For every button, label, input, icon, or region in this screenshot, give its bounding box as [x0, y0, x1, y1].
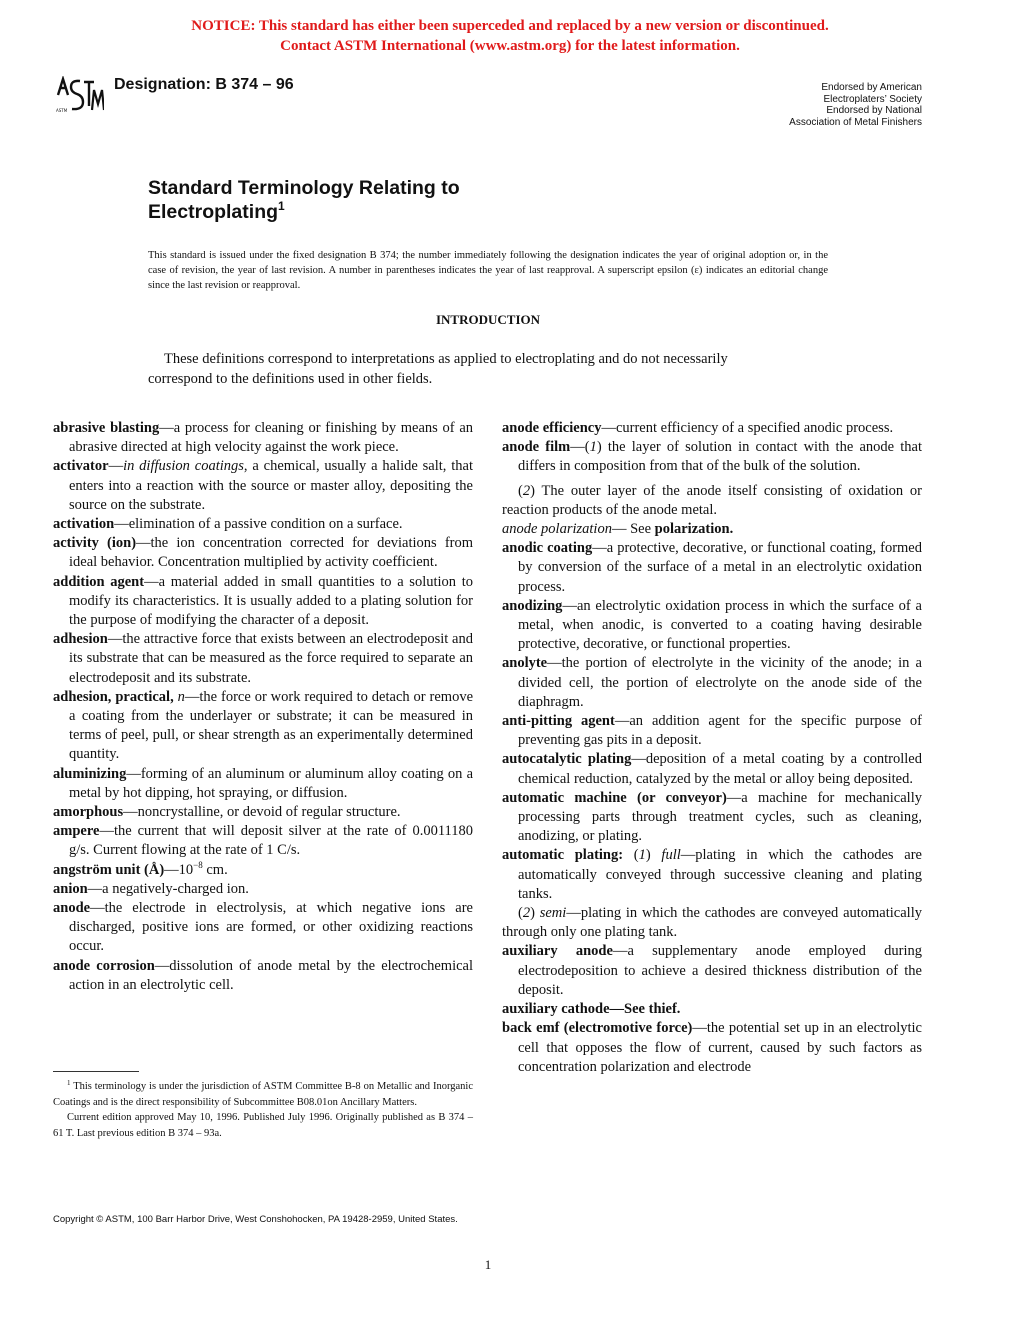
- term-sense-paragraph: (2) semi—plating in which the cathodes are conveyed automatically through only one plating tank.: [502, 905, 922, 941]
- title-line-2: [148, 200, 460, 224]
- term-definition: —the current that will deposit silver at the rate of 0.0011180 g/s. Current flowing at the rate of 1 C/s.: [69, 823, 473, 859]
- term-entry: automatic plating: (1) full—plating in which the cathodes are automatically conveyed through successive cleaning and plating tanks.: [502, 847, 922, 902]
- term-entry: [502, 750, 922, 788]
- term-name: angström unit (Å): [53, 861, 165, 878]
- term-name: back emf (electromotive force): [502, 1020, 693, 1037]
- svg-text:ASTM: ASTM: [56, 108, 68, 113]
- term-definition: —the electrode in electrolysis, at which negative ions are discharged, positive ions are formed, or other oxidizing reactions occur.: [69, 900, 473, 955]
- sense-label: full: [661, 847, 681, 864]
- term-name: auxiliary cathode: [502, 1001, 610, 1018]
- term-definition: —deposition of a metal coating by a controlled chemical reduction, catalyzed by the metal or alloy being deposited.: [518, 751, 922, 787]
- page-number: 1: [484, 1257, 492, 1272]
- term-name: autocatalytic plating: [502, 751, 632, 768]
- title-footnote-mark: 1: [278, 199, 285, 213]
- term-name: automatic machine (or conveyor): [502, 789, 727, 806]
- endorsement-line: Endorsed by American: [821, 82, 922, 93]
- cross-reference: polarization.: [654, 521, 734, 538]
- term-name: automatic plating:: [502, 847, 624, 864]
- footnote-mark: 1: [67, 1079, 71, 1087]
- term-name: anolyte: [502, 655, 548, 672]
- term-exponent: −8: [193, 859, 203, 870]
- endorsement-line: Endorsed by National: [826, 105, 922, 116]
- term-name: activator: [53, 458, 109, 475]
- term-definition: —the ion concentration corrected for deviations from ideal behavior. Concentration multiplied by activity coefficient.: [69, 535, 474, 571]
- endorsement-line: Association of Metal Finishers: [789, 116, 922, 128]
- term-entry: [502, 539, 922, 597]
- footnote: [53, 1079, 473, 1141]
- term-entry: [502, 942, 922, 1000]
- term-definition: —10: [164, 861, 194, 878]
- term-definition: —plating in which the cathodes are automatically conveyed through successive cleaning and plating tanks.: [518, 847, 922, 902]
- term-entry: [53, 573, 473, 631]
- term-definition: —the force or work required to detach or remove a coating from the underlayer or substrate; it can be measured in terms of peel, pull, or shear strength as an experimentally determined quantity.: [69, 688, 474, 763]
- term-entry: [502, 654, 922, 712]
- supersede-notice: [0, 16, 1020, 56]
- introduction-line-2: correspond to the definitions used in other fields.: [148, 371, 433, 387]
- term-name: adhesion, practical,: [53, 688, 174, 705]
- term-name: anodic coating: [502, 540, 593, 557]
- term-name: ampere: [53, 823, 100, 840]
- term-definition: —a negatively-charged ion.: [87, 880, 249, 897]
- astm-logo: [54, 76, 104, 114]
- term-name: anode corrosion: [53, 957, 155, 974]
- term-sense-paragraph: (2) The outer layer of the anode itself consisting of oxidation or reaction products of the anode metal.: [502, 482, 922, 518]
- term-name: amorphous: [53, 804, 124, 821]
- footnote-divider: [53, 1071, 139, 1072]
- term-entry: activator—in diffusion coatings, a chemical, usually a halide salt, that enters into a reaction with the source or master alloy, depositing the source on the substrate.: [53, 458, 473, 513]
- footnote-text: This terminology is under the jurisdiction of ASTM Committee B-8 on Metallic and Inorganic Coatings and is the direct responsibility of Subcommittee B08.01on Ancillary Matters.: [53, 1081, 473, 1108]
- term-definition: —a process for cleaning or finishing by means of an abrasive directed at high velocity against the work piece.: [69, 420, 474, 456]
- term-entry: [53, 534, 473, 572]
- term-definition: —the portion of electrolyte in the vicinity of the anode; in a divided cell, the portion of electrolyte on the anode side of the diaphragm.: [518, 655, 922, 710]
- term-name: anode film: [502, 439, 571, 456]
- endorsement-line: Electroplaters’ Society: [823, 93, 922, 105]
- notice-line-1: NOTICE: This standard has either been superceded and replaced by a new version or discontinued.: [191, 18, 829, 34]
- notice-line-2: Contact ASTM International (www.astm.org) for the latest information.: [280, 38, 740, 54]
- term-name: anion: [53, 880, 88, 897]
- term-definition: —an electrolytic oxidation process in which the surface of a metal, when anodic, is converted to a coating having desirable protective, decorative, or functional properties.: [518, 597, 922, 653]
- term-entry: [53, 899, 473, 957]
- term-entry: [53, 419, 473, 457]
- see-label: —See: [609, 1001, 649, 1018]
- sense-number: 2: [522, 482, 531, 499]
- term-name: addition agent: [53, 573, 145, 590]
- term-definition: —noncrystalline, or devoid of regular structure.: [123, 804, 401, 821]
- sense-number: 1: [589, 439, 597, 456]
- term-entry: [502, 520, 922, 539]
- term-name: anodizing: [502, 597, 563, 614]
- left-column: [53, 419, 473, 995]
- term-name: aluminizing: [53, 765, 127, 782]
- term-name: anode efficiency: [502, 420, 602, 436]
- term-definition: —a machine for mechanically processing parts through treatment cycles, such as cleaning, anodizing, or plating.: [518, 789, 922, 845]
- term-entry: [53, 765, 473, 803]
- term-entry: [53, 803, 473, 822]
- term-definition: The outer layer of the anode itself consisting of oxidation or reaction products of the anode metal.: [502, 482, 922, 518]
- designation: Designation: B 374 – 96: [114, 76, 294, 93]
- term-entry: [53, 515, 473, 534]
- term-name: auxiliary anode: [502, 943, 613, 960]
- term-entry: [502, 1019, 922, 1077]
- footnote-paragraph-1: [53, 1079, 473, 1110]
- term-name: abrasive blasting: [53, 420, 160, 436]
- see-label: — See: [611, 521, 655, 538]
- cross-reference: thief.: [648, 1001, 681, 1018]
- term-definition: —an addition agent for the specific purpose of preventing gas pits in a deposit.: [518, 713, 923, 749]
- term-entry: [53, 861, 473, 880]
- term-context: in diffusion coatings: [123, 458, 244, 475]
- term-definition: —a protective, decorative, or functional coating, formed by conversion of the surface of a metal in an electrolytic oxidation process.: [518, 540, 922, 595]
- term-part-of-speech: n: [177, 688, 185, 705]
- term-definition: —a supplementary anode employed during electrodeposition to achieve a desired thickness distribution of the deposit.: [518, 943, 922, 998]
- term-name: activity (ion): [53, 535, 137, 552]
- term-name: adhesion: [53, 631, 108, 648]
- term-entry: [502, 1000, 922, 1019]
- term-entry: [53, 822, 473, 860]
- term-name: anode: [53, 900, 91, 917]
- sense-label: semi: [539, 905, 567, 922]
- term-definition: —plating in which the cathodes are conveyed automatically through only one plating tank.: [502, 905, 922, 941]
- introduction-heading: INTRODUCTION: [435, 312, 540, 327]
- term-definition: —the attractive force that exists between an electrodeposit and its substrate that can be measured as the force required to separate an electrodeposit and its substrate.: [69, 631, 473, 686]
- term-definition: —forming of an aluminum or aluminum alloy coating on a metal by hot dipping, hot spraying, or diffusion.: [69, 765, 473, 801]
- term-definition: —elimination of a passive condition on a surface.: [114, 516, 403, 533]
- document-title: [148, 176, 460, 224]
- copyright-line: Copyright © ASTM, 100 Barr Harbor Drive, West Conshohocken, PA 19428-2959, United States.: [53, 1214, 458, 1225]
- sense-number: 2: [522, 905, 531, 922]
- term-entry: [53, 957, 473, 995]
- introduction-text: [148, 349, 828, 389]
- term-name: anti-pitting agent: [502, 713, 615, 730]
- term-entry: [53, 688, 473, 765]
- endorsement-block: [702, 82, 922, 128]
- right-column: [502, 419, 922, 1077]
- title-line-1: Standard Terminology Relating to: [148, 177, 460, 199]
- term-name: anode polarization: [502, 521, 612, 538]
- footnote-paragraph-2: Current edition approved May 10, 1996. Published July 1996. Originally published as B 374 – 61 T. Last previous edition B 374 – 93a.: [53, 1112, 473, 1139]
- term-entry: [502, 419, 922, 438]
- term-entry: [502, 597, 922, 655]
- term-definition: —dissolution of anode metal by the electrochemical action in an electrolytic cell.: [69, 957, 473, 993]
- term-definition: —current efficiency of a specified anodic process.: [601, 420, 894, 436]
- term-entry: [53, 880, 473, 899]
- term-entry: [53, 630, 473, 688]
- term-name: activation: [53, 516, 115, 533]
- term-entry: [502, 789, 922, 847]
- term-entry: [502, 712, 922, 750]
- issuance-note: This standard is issued under the fixed designation B 374; the number immediately following the designation indicates the year of original adoption or, in the case of revision, the year of last revision. A number in parentheses indicates the year of last reapproval. A superscript epsilon (ε) indicates an editorial change since the last revision or reapproval.: [148, 250, 828, 291]
- title-line-2-text: Electroplating: [148, 201, 279, 223]
- sense-number: 1: [638, 847, 646, 864]
- term-definition: the layer of solution in contact with the anode that differs in composition from that of the bulk of the solution.: [518, 439, 922, 475]
- term-definition-unit: cm.: [202, 861, 228, 878]
- term-definition: —a material added in small quantities to a solution to modify its characteristics. It is usually added to a plating solution for the purpose of modifying the character of a deposit.: [69, 573, 473, 629]
- introduction-line-1: These definitions correspond to interpretations as applied to electroplating and do not necessarily: [164, 351, 728, 367]
- term-entry: anode film—(1) the layer of solution in contact with the anode that differs in composition from that of the bulk of the solution.: [502, 439, 922, 475]
- term-definition: —the potential set up in an electrolytic cell that opposes the flow of current, caused by such factors as concentration polarization and electrode: [518, 1020, 922, 1075]
